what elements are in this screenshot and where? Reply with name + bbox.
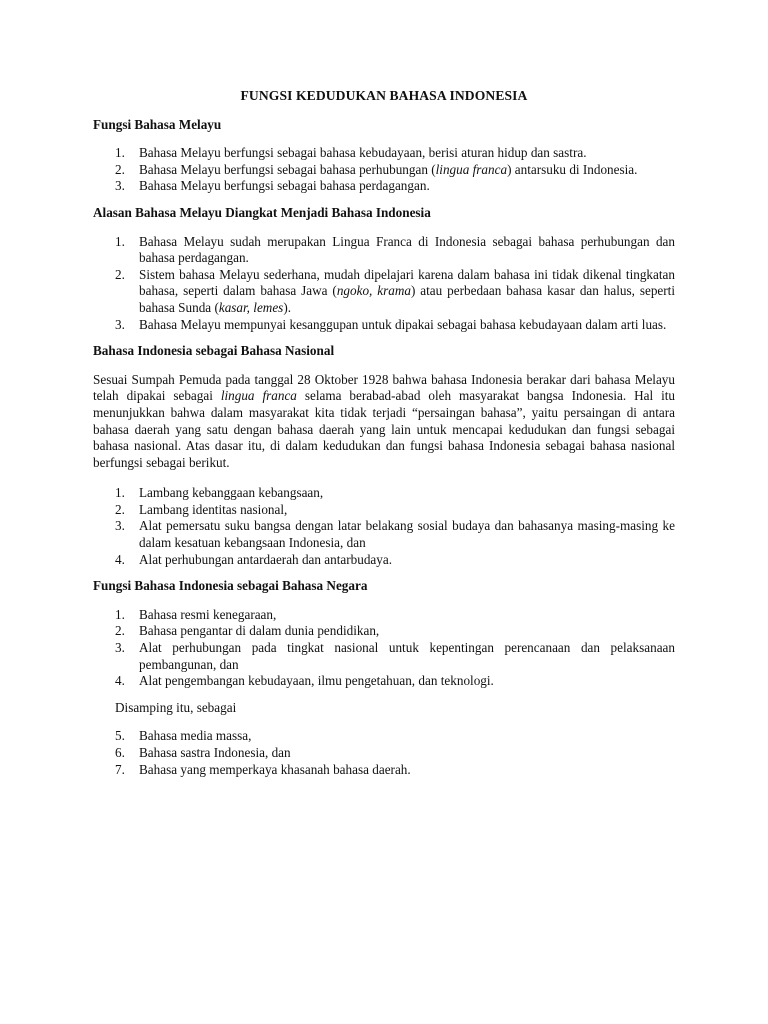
section-heading-bahasa-negara: Fungsi Bahasa Indonesia sebagai Bahasa Negara xyxy=(93,578,368,594)
list-item-text: Lambang identitas nasional, xyxy=(139,501,288,517)
list-item xyxy=(93,640,675,673)
list-alasan xyxy=(93,234,675,334)
list-item xyxy=(93,502,675,519)
list-item xyxy=(93,317,675,334)
list-number: 2. xyxy=(115,623,125,639)
list-item-text: Bahasa Melayu mempunyai kesanggupan untuk dipakai sebagai bahasa kebudayaan dalam arti luas. xyxy=(139,316,667,332)
list-number: 1. xyxy=(115,606,125,622)
list-item-text: Bahasa pengantar di dalam dunia pendidikan, xyxy=(139,623,380,639)
list-item xyxy=(93,762,675,779)
list-item xyxy=(93,267,675,317)
list-item-text: Bahasa media massa, xyxy=(139,728,252,744)
list-item-text: ) atau perbedaan bahasa kasar dan halus, seperti bahasa Sunda ( xyxy=(139,283,675,315)
list-number: 3. xyxy=(115,518,125,534)
list-item xyxy=(93,607,675,624)
document-content xyxy=(93,88,675,788)
paragraph-text: selama berabad-abad oleh masyarakat bangsa Indonesia. Hal itu menunjukkan bahwa dalam masyarakat kita tidak terjadi “persaingan bahasa”, yaitu persaingan di antara bahasa daerah yang satu dengan bahasa daerah yang lain untuk mencapai kedudukan dan fungsi sebagai bahasa nasional. Atas dasar itu, di dalam kedudukan dan fungsi bahasa Indonesia sebagai bahasa nasional berfungsi sebagai berikut. xyxy=(93,388,675,470)
list-item-text: Alat perhubungan antardaerah dan antarbudaya. xyxy=(139,551,393,567)
list-item-text: ) antarsuku di Indonesia. xyxy=(507,161,638,177)
section-heading-fungsi-melayu: Fungsi Bahasa Melayu xyxy=(93,116,222,132)
list-item-text: Bahasa yang memperkaya khasanah bahasa daerah. xyxy=(139,761,411,777)
paragraph-bahasa-nasional xyxy=(93,372,675,472)
list-item xyxy=(93,552,675,569)
list-item-text: Bahasa Melayu berfungsi sebagai bahasa perhubungan ( xyxy=(139,161,436,177)
list-item xyxy=(93,178,675,195)
list-item-text: ). xyxy=(283,299,292,315)
list-number: 4. xyxy=(115,551,125,567)
list-item-text: Sistem bahasa Melayu sederhana, mudah dipelajari karena dalam bahasa ini tidak dikenal tingkatan bahasa, seperti dalam bahasa Jawa ( xyxy=(139,266,675,299)
list-number: 2. xyxy=(115,266,125,282)
italic-term: lingua franca xyxy=(435,161,508,177)
list-number: 7. xyxy=(115,761,125,777)
list-number: 3. xyxy=(115,640,125,656)
list-item xyxy=(93,234,675,267)
disamping-text: Disamping itu, sebagai xyxy=(115,699,237,715)
list-item xyxy=(93,673,675,690)
list-number: 5. xyxy=(115,728,125,744)
list-item-text: Lambang kebanggaan kebangsaan, xyxy=(139,485,324,501)
list-item-text: Bahasa sastra Indonesia, dan xyxy=(139,745,291,760)
list-bahasa-nasional xyxy=(93,485,675,568)
list-bahasa-negara-extra xyxy=(93,728,675,778)
list-number: 1. xyxy=(115,485,125,501)
list-item xyxy=(93,728,675,745)
list-number: 2. xyxy=(115,161,125,177)
list-number: 1. xyxy=(115,233,125,249)
list-item xyxy=(93,745,675,762)
list-number: 3. xyxy=(115,178,125,194)
list-number: 2. xyxy=(115,501,125,517)
list-item-text: Bahasa Melayu sudah merupakan Lingua Franca di Indonesia sebagai bahasa perhubungan dan bahasa perdagangan. xyxy=(139,233,675,266)
list-bahasa-negara xyxy=(93,607,675,690)
list-item-text: Alat pengembangan kebudayaan, ilmu pengetahuan, dan teknologi. xyxy=(139,673,494,689)
section-heading-alasan: Alasan Bahasa Melayu Diangkat Menjadi Bahasa Indonesia xyxy=(93,204,431,220)
section-heading-bahasa-nasional: Bahasa Indonesia sebagai Bahasa Nasional xyxy=(93,343,335,359)
list-item-text: Alat perhubungan pada tingkat nasional untuk kepentingan perencanaan dan pelaksanaan pembangunan, dan xyxy=(139,640,675,672)
italic-term: kasar, lemes xyxy=(218,299,284,315)
list-number: 3. xyxy=(115,316,125,332)
italic-term: ngoko, krama xyxy=(336,283,411,299)
list-item-text: Bahasa resmi kenegaraan, xyxy=(139,606,277,622)
list-number: 1. xyxy=(115,145,125,161)
italic-term: lingua franca xyxy=(220,388,297,404)
document-title: FUNGSI KEDUDUKAN BAHASA INDONESIA xyxy=(240,88,528,103)
list-item xyxy=(93,623,675,640)
list-item xyxy=(93,145,675,162)
list-item xyxy=(93,485,675,502)
list-item-text: Bahasa Melayu berfungsi sebagai bahasa kebudayaan, berisi aturan hidup dan sastra. xyxy=(139,145,587,161)
list-item xyxy=(93,162,675,179)
list-item xyxy=(93,518,675,551)
list-item-text: Alat pemersatu suku bangsa dengan latar belakang sosial budaya dan bahasanya masing-masing ke dalam kesatuan kebangsaan Indonesia, dan xyxy=(139,518,675,551)
list-fungsi-melayu xyxy=(93,145,675,195)
list-item-text: Bahasa Melayu berfungsi sebagai bahasa perdagangan. xyxy=(139,178,430,194)
paragraph-text: Sesuai Sumpah Pemuda pada tanggal 28 Oktober 1928 bahwa bahasa Indonesia berakar dari bahasa Melayu telah dipakai sebagai xyxy=(93,371,675,404)
list-number: 6. xyxy=(115,745,125,760)
list-number: 4. xyxy=(115,673,125,689)
